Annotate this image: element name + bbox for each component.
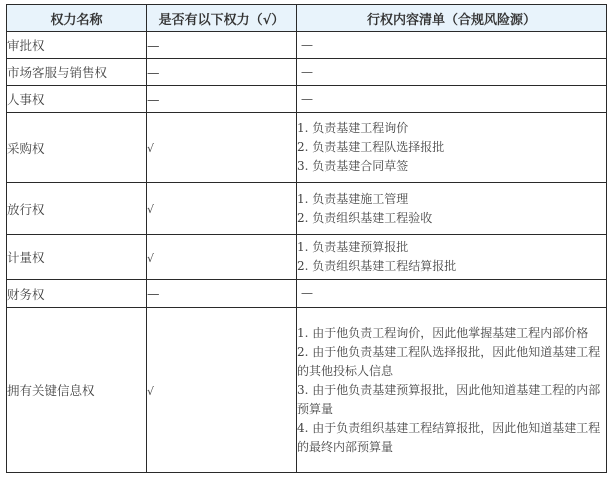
power-name-cell: 拥有关键信息权 [7, 308, 147, 473]
column-header-content-list: 行权内容清单（合规风险源） [297, 5, 607, 32]
has-power-cell [147, 86, 297, 113]
power-name-cell: 审批权 [7, 32, 147, 59]
content-list-cell [297, 235, 607, 280]
column-header-power-name: 权力名称 [7, 5, 147, 32]
content-list-item: — [301, 64, 313, 79]
content-list-item: 4. 由于负责组织基建工程结算报批，因此他知道基建工程的最终内部预算量 [297, 420, 601, 454]
content-list-item: — [301, 91, 313, 106]
checkmark-icon: √ [147, 203, 155, 216]
content-list-cell [297, 183, 607, 235]
has-power-cell [147, 235, 297, 280]
table-row [7, 113, 607, 183]
power-name-cell: 市场客服与销售权 [7, 59, 147, 86]
has-power-cell [147, 59, 297, 86]
has-power-cell [147, 183, 297, 235]
content-list-item: — [301, 286, 313, 300]
power-name-cell: 人事权 [7, 86, 147, 113]
content-list-cell [297, 86, 607, 113]
content-list-item: 2. 负责组织基建工程结算报批 [297, 259, 457, 273]
power-list-table [6, 4, 607, 473]
table-row [7, 59, 607, 86]
content-list-cell [297, 280, 607, 308]
checkmark-icon: √ [147, 251, 155, 265]
content-list-item: 2. 由于他负责基建工程队选择报批，因此他知道基建工程的其他投标人信息 [297, 344, 601, 378]
table-row [7, 86, 607, 113]
checkmark-icon: √ [147, 384, 155, 398]
dash-mark: — [147, 91, 160, 107]
content-list-item: 1. 负责基建预算报批 [297, 240, 409, 254]
has-power-cell [147, 280, 297, 308]
content-list-cell [297, 308, 607, 473]
table-header-row [7, 5, 607, 32]
content-list-item: 1. 负责基建工程询价 [297, 121, 409, 135]
content-list-item: — [301, 37, 313, 52]
table-row [7, 183, 607, 235]
dash-mark: — [147, 64, 160, 80]
dash-mark: — [147, 286, 160, 301]
table-row [7, 32, 607, 59]
power-name-cell: 放行权 [7, 183, 147, 235]
power-name-cell: 采购权 [7, 113, 147, 183]
column-header-has-power: 是否有以下权力（√） [147, 5, 297, 32]
power-name-cell: 计量权 [7, 235, 147, 280]
dash-mark: — [147, 37, 160, 53]
checkmark-icon: √ [147, 142, 155, 155]
table-row [7, 308, 607, 473]
has-power-cell [147, 308, 297, 473]
content-list-item: 1. 由于他负责工程询价，因此他掌握基建工程内部价格 [297, 325, 589, 340]
has-power-cell [147, 113, 297, 183]
power-name-cell: 财务权 [7, 280, 147, 308]
content-list-item: 3. 负责基建合同草签 [297, 159, 409, 173]
content-list-cell [297, 59, 607, 86]
content-list-item: 2. 负责基建工程队选择报批 [297, 140, 445, 154]
content-list-item: 2. 负责组织基建工程验收 [297, 210, 433, 225]
table-row [7, 235, 607, 280]
content-list-cell [297, 32, 607, 59]
has-power-cell [147, 32, 297, 59]
content-list-cell [297, 113, 607, 183]
table-row [7, 280, 607, 308]
content-list-item: 1. 负责基建施工管理 [297, 191, 409, 206]
content-list-item: 3. 由于他负责基建预算报批，因此他知道基建工程的内部预算量 [297, 382, 601, 416]
